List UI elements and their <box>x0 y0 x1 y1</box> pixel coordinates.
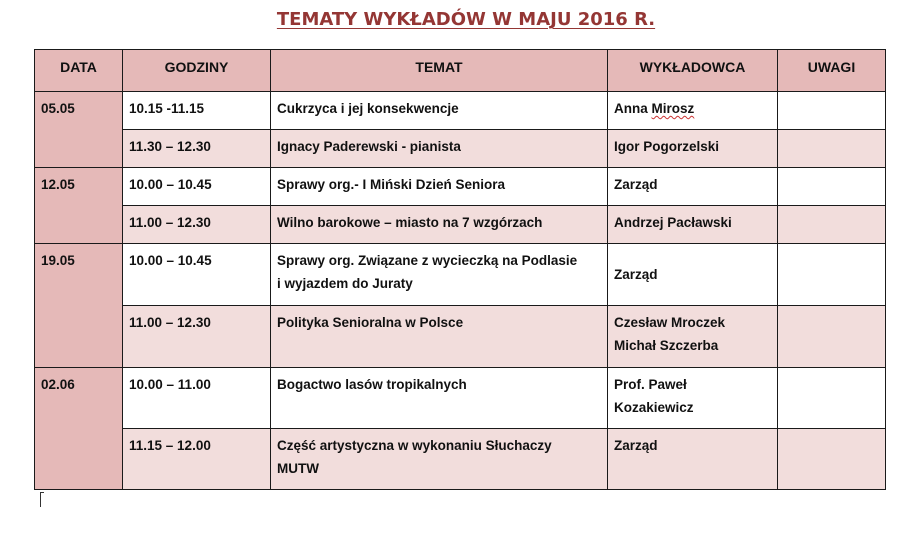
lecturer-cell <box>608 368 778 429</box>
topic-line: Część artystyczna w wykonaniu Słuchaczy <box>277 438 552 453</box>
header-temat: TEMAT <box>271 50 608 92</box>
header-godziny: GODZINY <box>123 50 271 92</box>
date-cell: 12.05 <box>35 168 123 244</box>
table-row <box>35 306 886 368</box>
topic-cell: Wilno barokowe – miasto na 7 wzgórzach <box>271 206 608 244</box>
hours-cell: 11.30 – 12.30 <box>123 130 271 168</box>
topic-line: Sprawy org. Związane z wycieczką na Podlasie <box>277 253 578 268</box>
notes-cell <box>778 368 886 429</box>
table-row <box>35 244 886 306</box>
date-cell: 19.05 <box>35 244 123 368</box>
lecturer-cell: Andrzej Pacławski <box>608 206 778 244</box>
lecturer-line: Kozakiewicz <box>614 400 694 415</box>
lecturer-cell: Zarząd <box>608 244 778 306</box>
hours-cell: 10.00 – 10.45 <box>123 168 271 206</box>
table-row <box>35 168 886 206</box>
date-cell: 02.06 <box>35 368 123 490</box>
text-cursor-icon <box>40 492 41 507</box>
lecturer-cell: Igor Pogorzelski <box>608 130 778 168</box>
hours-cell: 11.00 – 12.30 <box>123 306 271 368</box>
table-row <box>35 429 886 490</box>
topic-cell: Polityka Senioralna w Polsce <box>271 306 608 368</box>
header-wykladowca: WYKŁADOWCA <box>608 50 778 92</box>
document-title: TEMATY WYKŁADÓW W MAJU 2016 R. <box>276 9 656 30</box>
lecturer-line: Michał Szczerba <box>614 338 719 353</box>
table-row <box>35 92 886 130</box>
table-header-row <box>35 50 886 92</box>
topic-cell <box>271 244 608 306</box>
topic-cell: Cukrzyca i jej konsekwencje <box>271 92 608 130</box>
lecturer-cell <box>608 306 778 368</box>
lecturer-cell: Zarząd <box>608 429 778 490</box>
notes-cell <box>778 244 886 306</box>
hours-cell: 10.00 – 10.45 <box>123 244 271 306</box>
topic-cell: Ignacy Paderewski - pianista <box>271 130 608 168</box>
notes-cell <box>778 168 886 206</box>
header-uwagi: UWAGI <box>778 50 886 92</box>
topic-cell <box>271 429 608 490</box>
notes-cell <box>778 429 886 490</box>
lecturer-first-name: Anna <box>614 101 648 116</box>
notes-cell <box>778 306 886 368</box>
lecturer-line: Prof. Paweł <box>614 377 687 392</box>
header-data: DATA <box>35 50 123 92</box>
table-row <box>35 130 886 168</box>
topic-cell: Sprawy org.- I Miński Dzień Seniora <box>271 168 608 206</box>
date-cell: 05.05 <box>35 92 123 168</box>
hours-cell: 11.00 – 12.30 <box>123 206 271 244</box>
table-row <box>35 206 886 244</box>
lecturer-cell <box>608 92 778 130</box>
lecture-schedule-table <box>34 49 886 490</box>
topic-line: MUTW <box>277 461 319 476</box>
lecturer-line: Czesław Mroczek <box>614 315 726 330</box>
topic-cell: Bogactwo lasów tropikalnych <box>271 368 608 429</box>
lecturer-cell: Zarząd <box>608 168 778 206</box>
notes-cell <box>778 130 886 168</box>
hours-cell: 10.15 -11.15 <box>123 92 271 130</box>
table-row <box>35 368 886 429</box>
notes-cell <box>778 206 886 244</box>
hours-cell: 10.00 – 11.00 <box>123 368 271 429</box>
topic-line: i wyjazdem do Juraty <box>277 276 413 291</box>
hours-cell: 11.15 – 12.00 <box>123 429 271 490</box>
notes-cell <box>778 92 886 130</box>
lecturer-last-name: Mirosz <box>651 101 695 116</box>
